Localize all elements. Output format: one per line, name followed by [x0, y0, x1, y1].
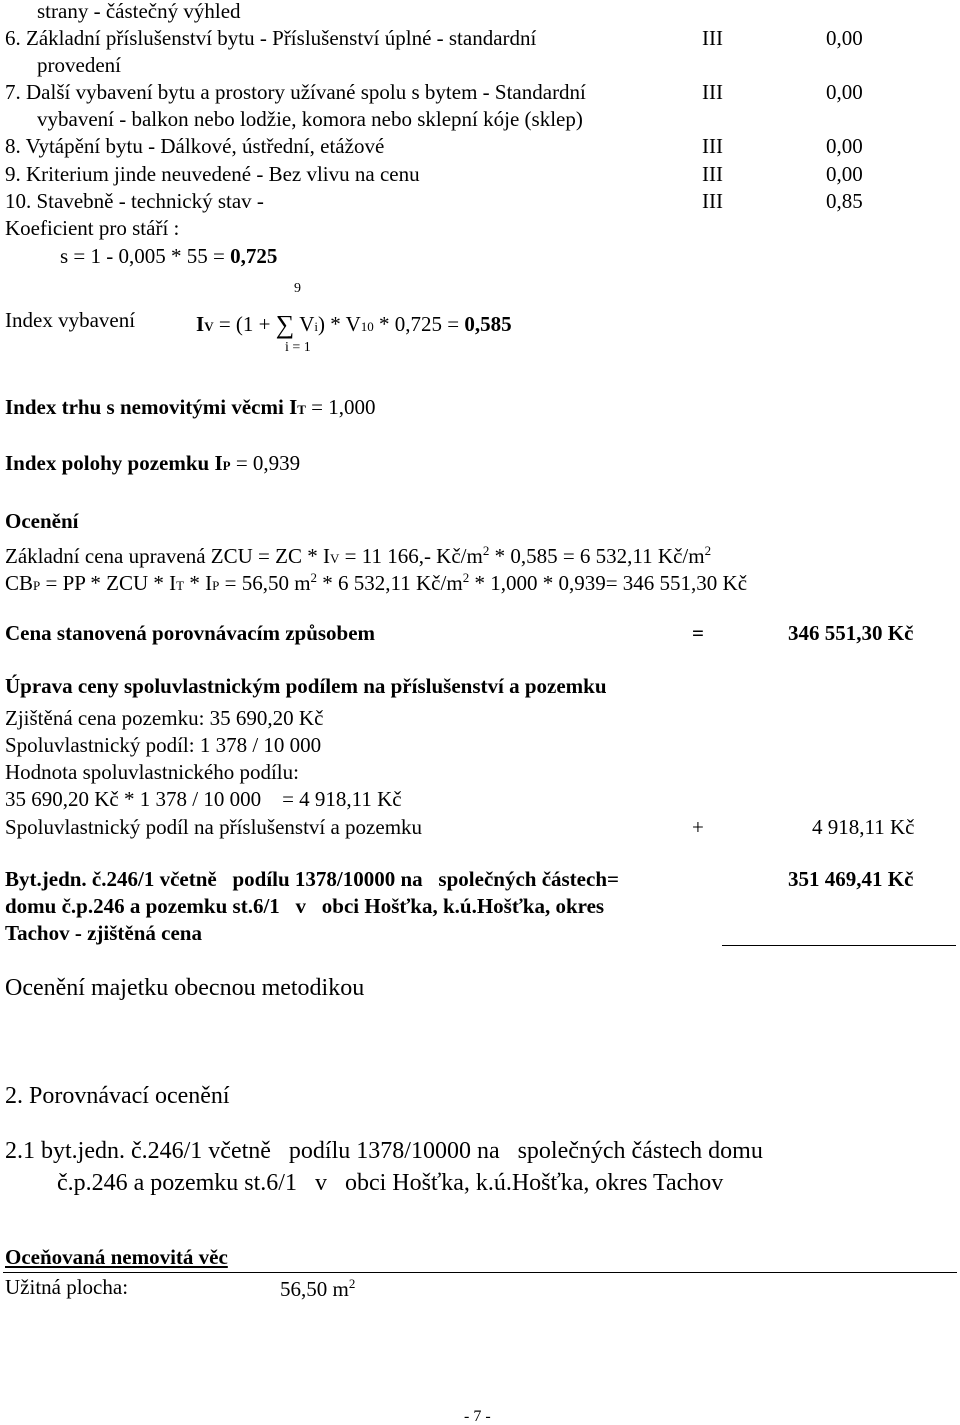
uprava-plus: +	[692, 815, 704, 839]
byt-value: 351 469,41 Kč	[788, 867, 914, 891]
item-7-class: III	[702, 80, 723, 104]
item-8: 8. Vytápění bytu - Dálkové, ústřední, etážové	[5, 134, 385, 158]
byt-line-1: Byt.jedn. č.246/1 včetně podílu 1378/10000 na společných částech=	[5, 867, 619, 891]
item-9: 9. Kriterium jinde neuvedené - Bez vlivu na cenu	[5, 162, 420, 186]
section-2-1-line-2: č.p.246 a pozemku st.6/1 v obci Hošťka, k.ú.Hošťka, okres Tachov	[57, 1170, 724, 1196]
item-10: 10. Stavebně - technický stav -	[5, 189, 264, 213]
section-2-heading: 2. Porovnávací ocenění	[5, 1083, 230, 1109]
uzitna-plocha-label: Užitná plocha:	[5, 1275, 129, 1299]
cena-porovnavaci-label: Cena stanovená porovnávacím způsobem	[5, 621, 376, 645]
cena-porovnavaci-value: 346 551,30 Kč	[788, 621, 914, 645]
item-6-value: 0,00	[826, 26, 863, 50]
item-6: 6. Základní příslušenství bytu - Příslušenství úplné - standardní	[5, 26, 537, 50]
item-6-class: III	[702, 26, 723, 50]
uprava-line-3: Hodnota spoluvlastnického podílu:	[5, 760, 299, 784]
section-2-1-line-1: 2.1 byt.jedn. č.246/1 včetně podílu 1378/10000 na společných částech domu	[5, 1138, 763, 1164]
item-9-value: 0,00	[826, 162, 863, 186]
page-number: - 7 -	[464, 1408, 491, 1425]
uzitna-plocha-value: 56,50 $m^2$	[280, 1276, 356, 1301]
item-6-cont: provedení	[37, 53, 121, 77]
sum-symbol: ∑	[275, 310, 295, 339]
oceneni-line-2: CBP = PP * ZCU * IT * IP = 56,50 $m^2 * 6$ 532,11 $Kč/m^2 * 1,000 * 0,939= 346$ 551,30 Kč	[5, 570, 748, 595]
item-9-class: III	[702, 162, 723, 186]
oceneni-heading: Ocenění	[5, 509, 79, 533]
uprava-line-5: Spoluvlastnický podíl na příslušenství a pozemku	[5, 815, 423, 839]
uprava-heading: Úprava ceny spoluvlastnickým podílem na příslušenství a pozemku	[5, 674, 607, 698]
index-trhu: Index trhu s nemovitými věcmi IT = 1,000	[5, 395, 376, 419]
uprava-value: 4 918,11 Kč	[812, 815, 915, 839]
uprava-line-2: Spoluvlastnický podíl: 1 378 / 10 000	[5, 733, 322, 757]
sum-lower-limit: i = 1	[285, 340, 311, 355]
item-7-value: 0,00	[826, 80, 863, 104]
total-underline	[722, 945, 956, 946]
uprava-line-1: Zjištěná cena pozemku: 35 690,20 Kč	[5, 706, 324, 730]
age-formula: s = 1 - 0,005 * 55 = 0,725	[60, 244, 278, 268]
item-8-class: III	[702, 134, 723, 158]
oceneni-line-1: Základní cena upravená ZCU = ZC * IV = 11 166,- $Kč/m^2 * 0,585 = 6$ 532,11 $Kč/m^2$	[5, 543, 712, 568]
index-vybaveni-formula: IV = (1 + ∑ Vi) * V10 * 0,725 = 0,585	[196, 310, 512, 339]
sum-upper-limit: 9	[294, 281, 301, 296]
item-7-cont: vybavení - balkon nebo lodžie, komora nebo sklepní kóje (sklep)	[37, 107, 583, 131]
byt-line-3: Tachov - zjištěná cena	[5, 921, 202, 945]
age-label: Koeficient pro stáří :	[5, 216, 180, 240]
item-7: 7. Další vybavení bytu a prostory užívané spolu s bytem - Standardní	[5, 80, 586, 104]
uprava-line-4: 35 690,20 Kč * 1 378 / 10 000 = 4 918,11 Kč	[5, 787, 402, 811]
index-vybaveni-label: Index vybavení	[5, 308, 136, 332]
item-text: strany - částečný výhled	[37, 0, 241, 23]
item-8-value: 0,00	[826, 134, 863, 158]
item-10-value: 0,85	[826, 189, 863, 213]
index-polohy: Index polohy pozemku IP = 0,939	[5, 451, 301, 475]
byt-line-2: domu č.p.246 a pozemku st.6/1 v obci Hošťka, k.ú.Hošťka, okres	[5, 894, 605, 918]
oceneni-majetku-heading: Ocenění majetku obecnou metodikou	[5, 975, 365, 1001]
cena-porovnavaci-eq: =	[692, 621, 704, 645]
table-top-rule	[3, 1272, 957, 1273]
item-10-class: III	[702, 189, 723, 213]
ocenovana-heading: Oceňovaná nemovitá věc	[5, 1245, 228, 1269]
